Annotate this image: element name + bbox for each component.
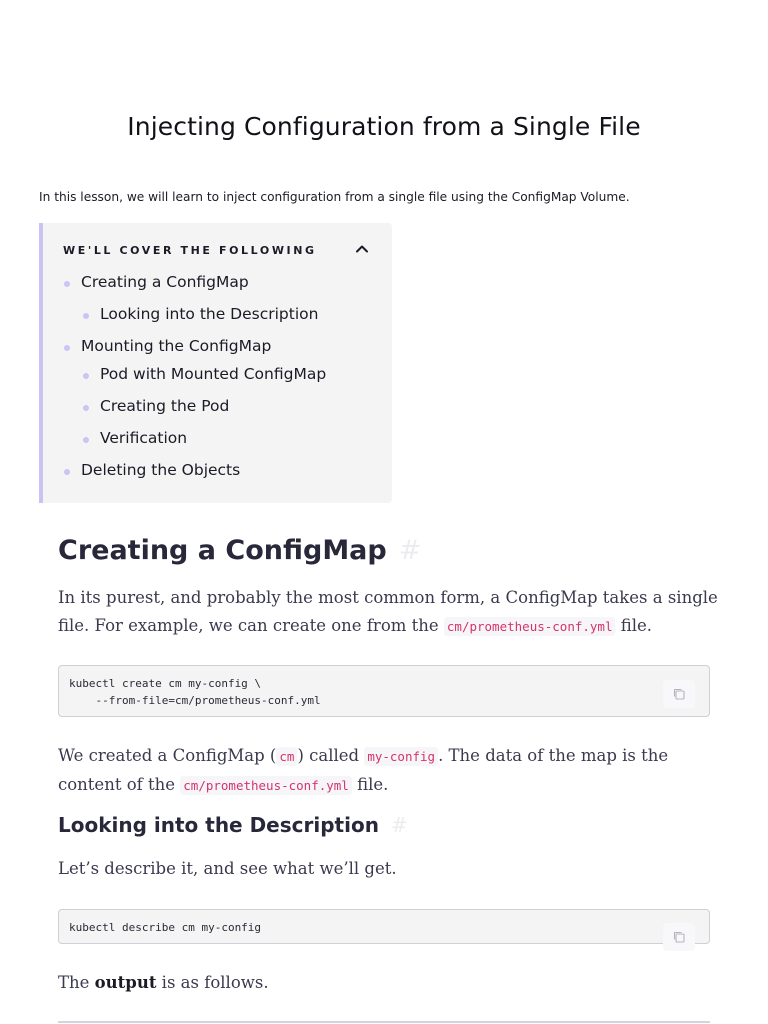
section-paragraph-2: We created a ConfigMap ( cm ) called my-config . The data of the map is the content of the cm/prometheus-conf.yml file. [58, 746, 669, 794]
bullet-icon [83, 405, 89, 411]
code-block-describe [58, 909, 710, 944]
output-intro: The output is as follows. [58, 973, 269, 992]
code-block-create [58, 665, 710, 717]
lesson-intro: In this lesson, we will learn to inject configuration from a single file using the ConfigMap Volume. [39, 190, 630, 204]
toc-item-mounting-configmap[interactable]: Mounting the ConfigMap [81, 337, 271, 355]
output-block-top-border [58, 1021, 710, 1023]
inline-code: cm/prometheus-conf.yml [180, 776, 352, 795]
heading-anchor-link[interactable]: # [390, 813, 408, 837]
bullet-icon [83, 373, 89, 379]
heading-anchor-link[interactable]: # [398, 535, 422, 566]
toc-heading: WE'LL COVER THE FOLLOWING [63, 244, 317, 257]
inline-code: cm [276, 747, 297, 766]
page-title: Injecting Configuration from a Single File [127, 112, 641, 141]
copy-icon [672, 687, 686, 701]
bullet-icon [83, 437, 89, 443]
bullet-icon [83, 313, 89, 319]
toc-item-pod-with-mounted-configmap[interactable]: Pod with Mounted ConfigMap [100, 365, 326, 383]
copy-icon [672, 930, 686, 944]
copy-button[interactable] [663, 923, 695, 951]
inline-code: cm/prometheus-conf.yml [444, 617, 616, 636]
code-text: kubectl create cm my-config \ --from-file=cm/prometheus-conf.yml [69, 677, 321, 707]
bullet-icon [64, 281, 70, 287]
toc-item-deleting-objects[interactable]: Deleting the Objects [81, 461, 240, 479]
inline-code: my-config [364, 747, 438, 766]
toc-item-creating-pod[interactable]: Creating the Pod [100, 397, 229, 415]
subsection-paragraph: Let’s describe it, and see what we’ll get. [58, 859, 397, 878]
toc-item-looking-into-description[interactable]: Looking into the Description [100, 305, 318, 323]
chevron-up-icon[interactable] [354, 241, 370, 257]
toc-item-verification[interactable]: Verification [100, 429, 187, 447]
bullet-icon [64, 345, 70, 351]
code-text: kubectl describe cm my-config [69, 921, 262, 934]
toc-item-creating-configmap[interactable]: Creating a ConfigMap [81, 273, 249, 291]
subsection-heading: Looking into the Description # [58, 813, 408, 837]
section-heading: Creating a ConfigMap # [58, 535, 422, 566]
bullet-icon [64, 469, 70, 475]
copy-button[interactable] [663, 680, 695, 708]
section-paragraph-1: In its purest, and probably the most common form, a ConfigMap takes a single file. For example, we can create one from the cm/prometheus-conf.yml file. [58, 588, 718, 635]
